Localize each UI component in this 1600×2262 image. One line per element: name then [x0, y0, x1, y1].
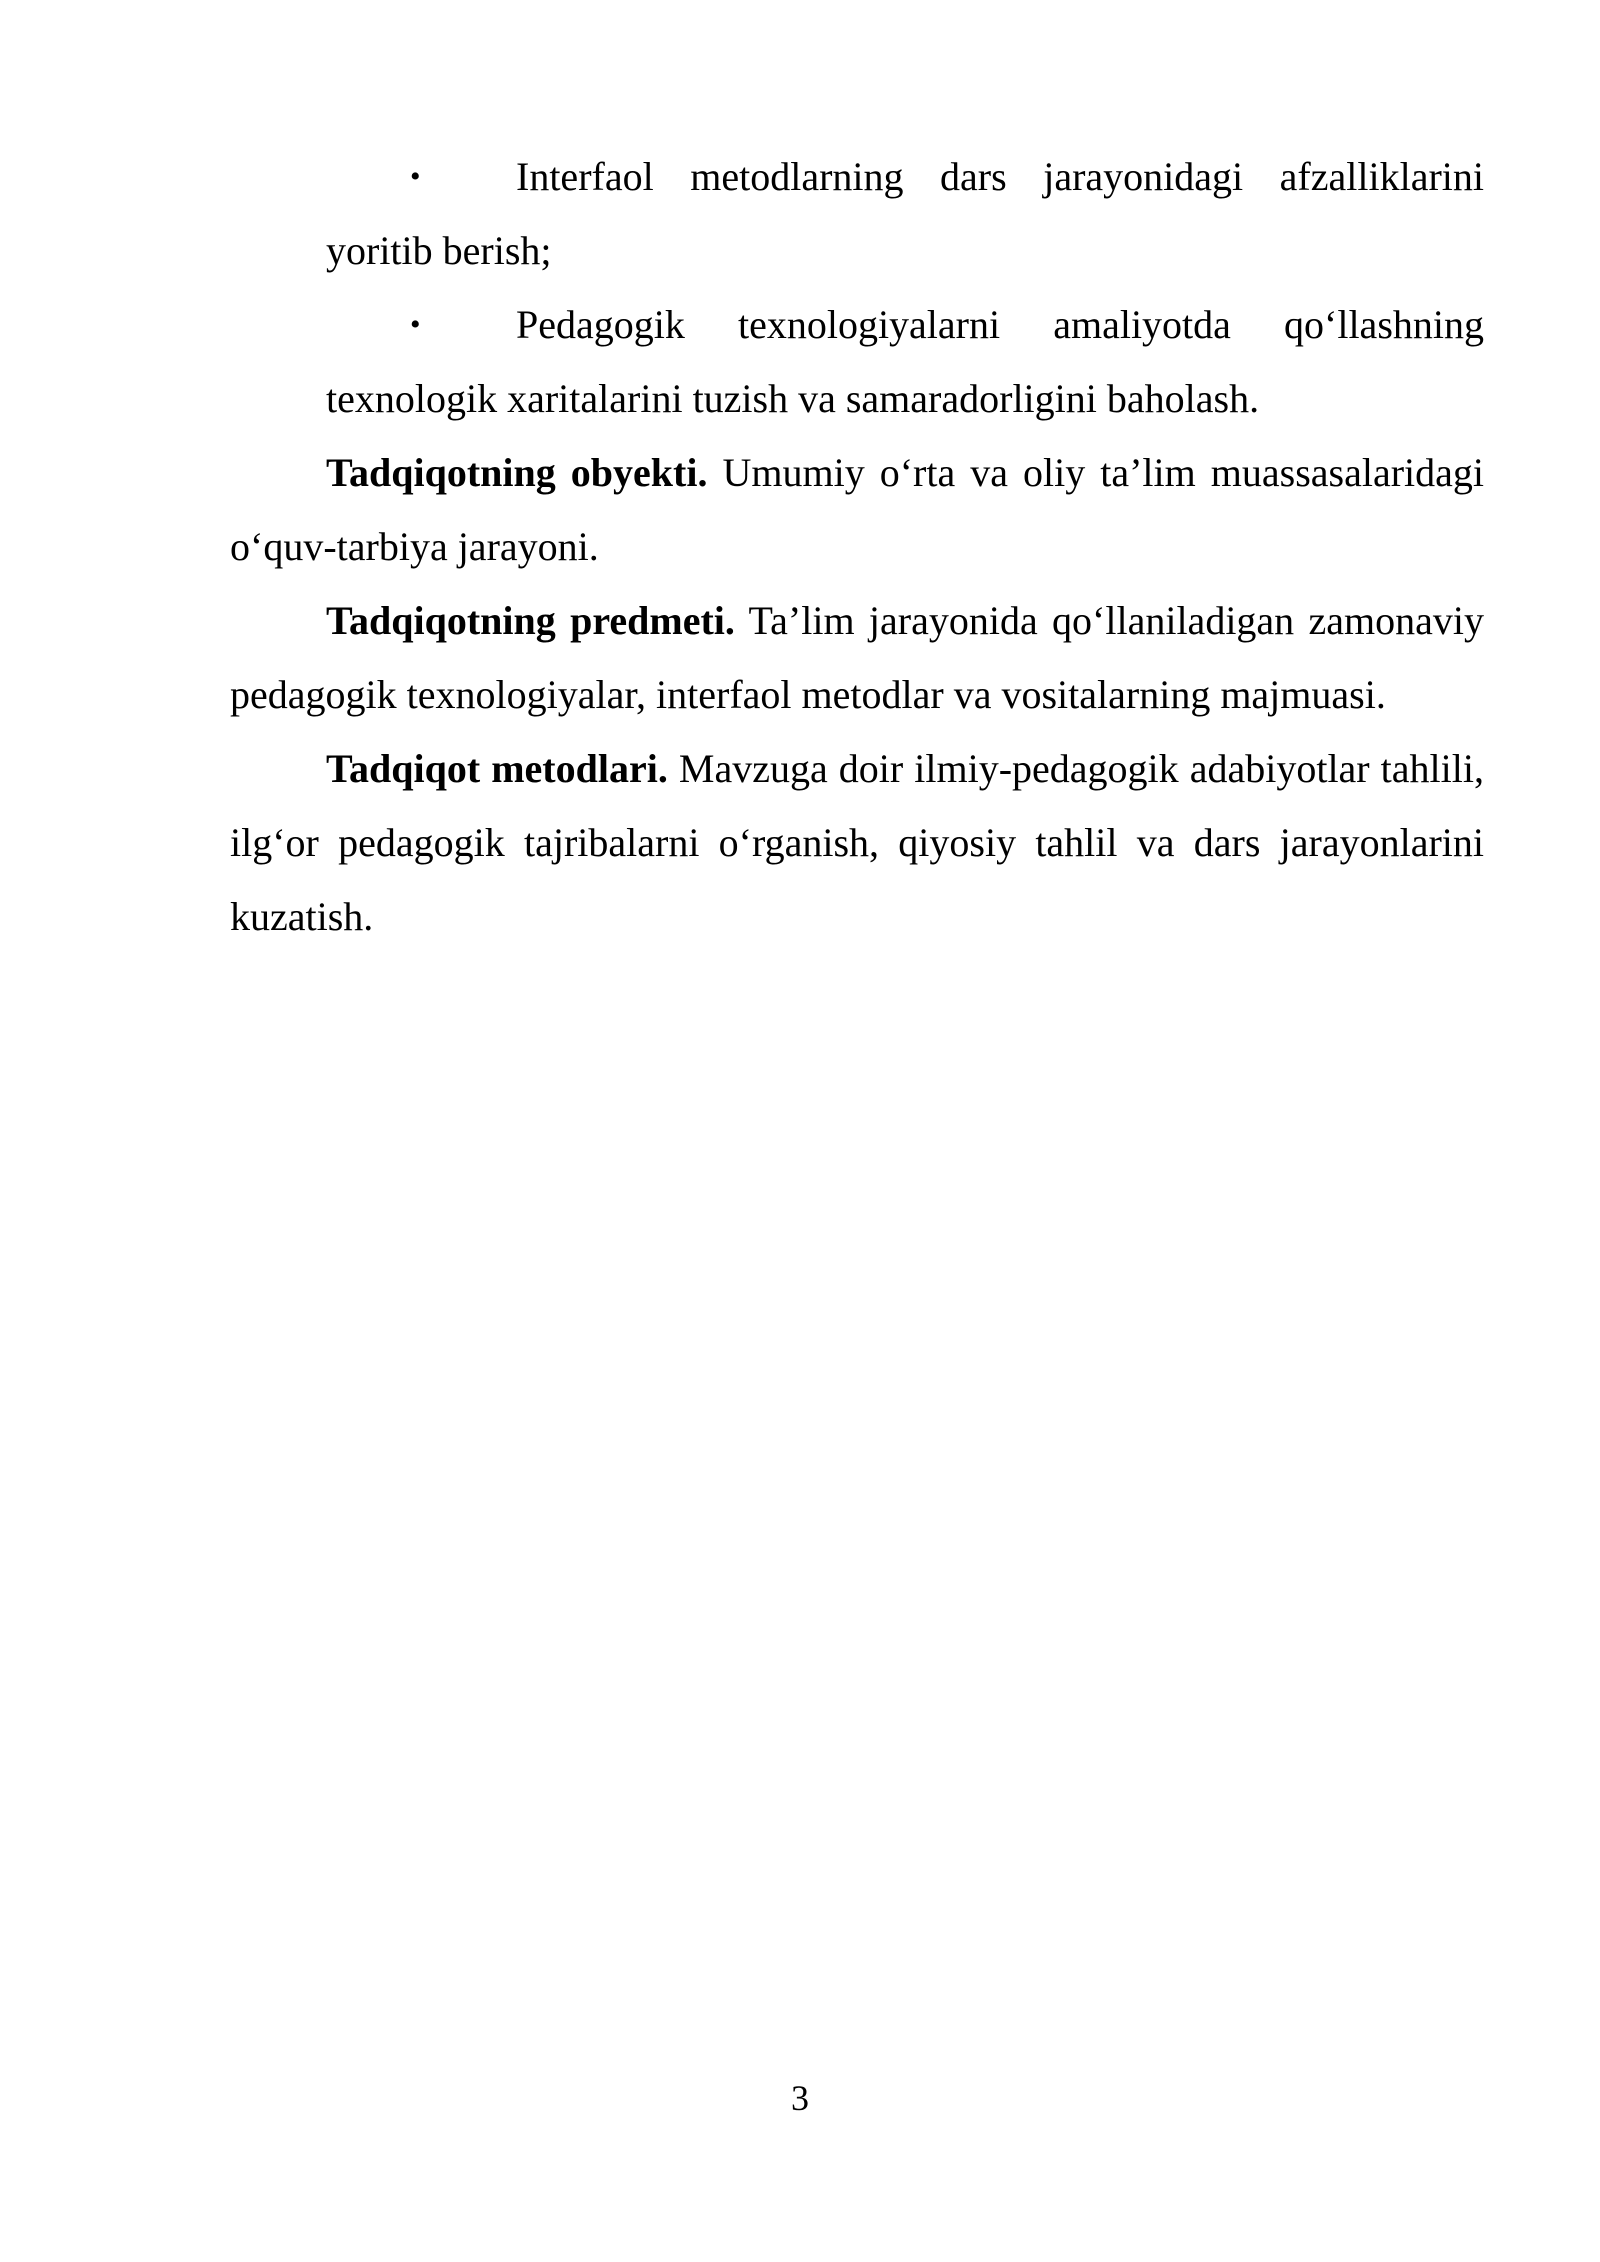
- research-methods-paragraph: [230, 732, 1484, 954]
- bullet-text: Pedagogik texnologiyalarni amaliyotda qo‘llashning texnologik xaritalarini tuzish va samaradorligini baholash.: [326, 302, 1484, 421]
- page-content: [230, 140, 1484, 954]
- research-object-heading: Tadqiqotning obyekti.: [326, 450, 708, 495]
- research-object-text: Umumiy o‘rta va oliy ta’lim muassasalaridagi o‘quv-tarbiya jarayoni.: [230, 450, 1485, 569]
- research-subject-heading: Tadqiqotning predmeti.: [326, 598, 735, 643]
- bullet-icon: •: [410, 160, 421, 193]
- research-subject-text: Ta’lim jarayonida qo‘llaniladigan zamonaviy pedagogik texnologiyalar, interfaol metodlar va vositalarning majmuasi.: [230, 598, 1484, 717]
- research-methods-heading: Tadqiqot metodlari.: [326, 746, 668, 791]
- bullet-text: Interfaol metodlarning dars jarayonidagi afzalliklarini yoritib berish;: [326, 154, 1484, 273]
- page-number: 3: [791, 2078, 809, 2118]
- bullet-icon: •: [410, 308, 421, 341]
- research-methods-text: Mavzuga doir ilmiy-pedagogik adabiyotlar tahlili, ilg‘or pedagogik tajribalarni o‘rganish, qiyosiy tahlil va dars jarayonlarini kuzatish.: [230, 746, 1484, 939]
- bullet-item-2: [230, 288, 1484, 436]
- bullet-item-1: [230, 140, 1484, 288]
- research-object-paragraph: [230, 436, 1484, 584]
- research-subject-paragraph: [230, 584, 1484, 732]
